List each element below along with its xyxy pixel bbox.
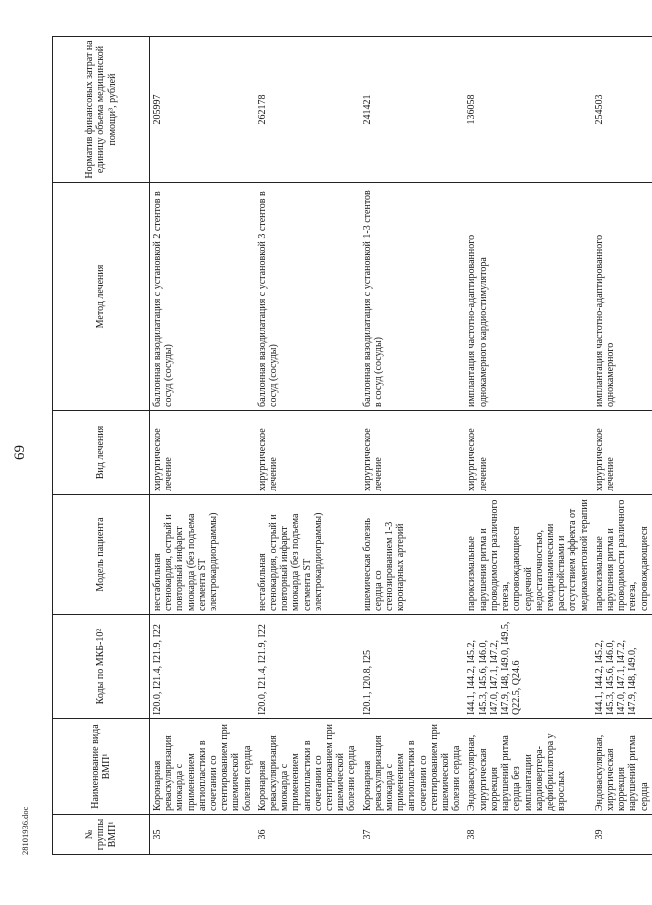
cell-method: баллонная вазодилатация с установкой 1-3 стентов в сосуд (сосуды): [360, 183, 465, 411]
table-row: [255, 37, 360, 855]
cell-type: хирургическое лечение: [150, 411, 255, 495]
table-row: [360, 37, 465, 855]
cell-model: пароксизмальные нарушения ритма и проводимости различного генеза, сопровождающиеся: [592, 495, 652, 615]
cell-name: Эндоваскулярная, хирургическая коррекция нарушений ритма сердца без имплантации кардиовертера-дефибриллятора у взрослых: [464, 719, 591, 815]
cell-name: Коронарная реваскуляризация миокарда с применением ангиопластики в сочетании со стентированием при ишемической болезни сердца: [255, 719, 360, 815]
footer-filename: 28101936.doc: [20, 806, 30, 855]
page-number: 69: [12, 445, 28, 460]
cell-codes: I20.1, I20.8, I25: [360, 615, 465, 719]
cell-type: хирургическое лечение: [464, 411, 591, 495]
vmp-table: [52, 36, 652, 855]
header-model: Модель пациента: [53, 495, 150, 615]
table-header-row: [53, 37, 150, 855]
header-method: Метод лечения: [53, 183, 150, 411]
table-row: [150, 37, 255, 855]
cell-codes: I20.0, I21.4, I21.9, I22: [150, 615, 255, 719]
cell-cost: 254503: [592, 37, 652, 183]
cell-codes: I44.1, I44.2, I45.2, I45.3, I45.6, I46.0, I47.0, I47.1, I47.2, I47.9, I48, I49.0, I49.5, Q22.5, Q24.6: [464, 615, 591, 719]
header-type: Вид лечения: [53, 411, 150, 495]
header-group: № группы ВМП¹: [53, 815, 150, 855]
cell-type: хирургическое лечение: [360, 411, 465, 495]
cell-cost: 262178: [255, 37, 360, 183]
cell-group: 39: [592, 815, 652, 855]
cell-cost: 241421: [360, 37, 465, 183]
cell-cost: 136058: [464, 37, 591, 183]
cell-codes: I20.0, I21.4, I21.9, I22: [255, 615, 360, 719]
cell-method: имплантация частотно-адаптированного однокамерного кардиостимулятора: [464, 183, 591, 411]
cell-name: Эндоваскулярная, хирургическая коррекция нарушений ритма сердца: [592, 719, 652, 815]
cell-type: хирургическое лечение: [592, 411, 652, 495]
cell-cost: 205997: [150, 37, 255, 183]
cell-codes: I44.1, I44.2, I45.2, I45.3, I45.6, I46.0, I47.0, I47.1, I47.2, I47.9, I48, I49.0,: [592, 615, 652, 719]
cell-group: 35: [150, 815, 255, 855]
cell-method: баллонная вазодилатация с установкой 2 стентов в сосуд (сосуды): [150, 183, 255, 411]
header-cost: Норматив финансовых затрат на единицу объема медицинской помощи³, рублей: [53, 37, 150, 183]
cell-group: 38: [464, 815, 591, 855]
cell-group: 36: [255, 815, 360, 855]
cell-model: ишемическая болезнь сердца со стенозированием 1-3 коронарных артерий: [360, 495, 465, 615]
cell-model: нестабильная стенокардия, острый и повторный инфаркт миокарда (без подъема сегмента ST электрокардиограммы): [150, 495, 255, 615]
table-row: [592, 37, 652, 855]
cell-type: хирургическое лечение: [255, 411, 360, 495]
table-row: [464, 37, 591, 855]
cell-group: 37: [360, 815, 465, 855]
header-name: Наименование вида ВМП¹: [53, 719, 150, 815]
cell-method: имплантация частотно-адаптированного однокамерного: [592, 183, 652, 411]
cell-name: Коронарная реваскуляризация миокарда с применением ангиопластики в сочетании со стентированием при ишемической болезни сердца: [150, 719, 255, 815]
cell-model: пароксизмальные нарушения ритма и проводимости различного генеза, сопровождающиеся сердечной недостаточностью, гемодинамическими расстройствами и отсутствием эффекта от медикаментозной терапии: [464, 495, 591, 615]
header-codes: Коды по МКБ-10²: [53, 615, 150, 719]
cell-method: баллонная вазодилатация с установкой 3 стентов в сосуд (сосуды): [255, 183, 360, 411]
cell-name: Коронарная реваскуляризация миокарда с применением ангиопластики в сочетании со стентированием при ишемической болезни сердца: [360, 719, 465, 815]
cell-model: нестабильная стенокардия, острый и повторный инфаркт миокарда (без подъема сегмента ST электрокардиограммы): [255, 495, 360, 615]
